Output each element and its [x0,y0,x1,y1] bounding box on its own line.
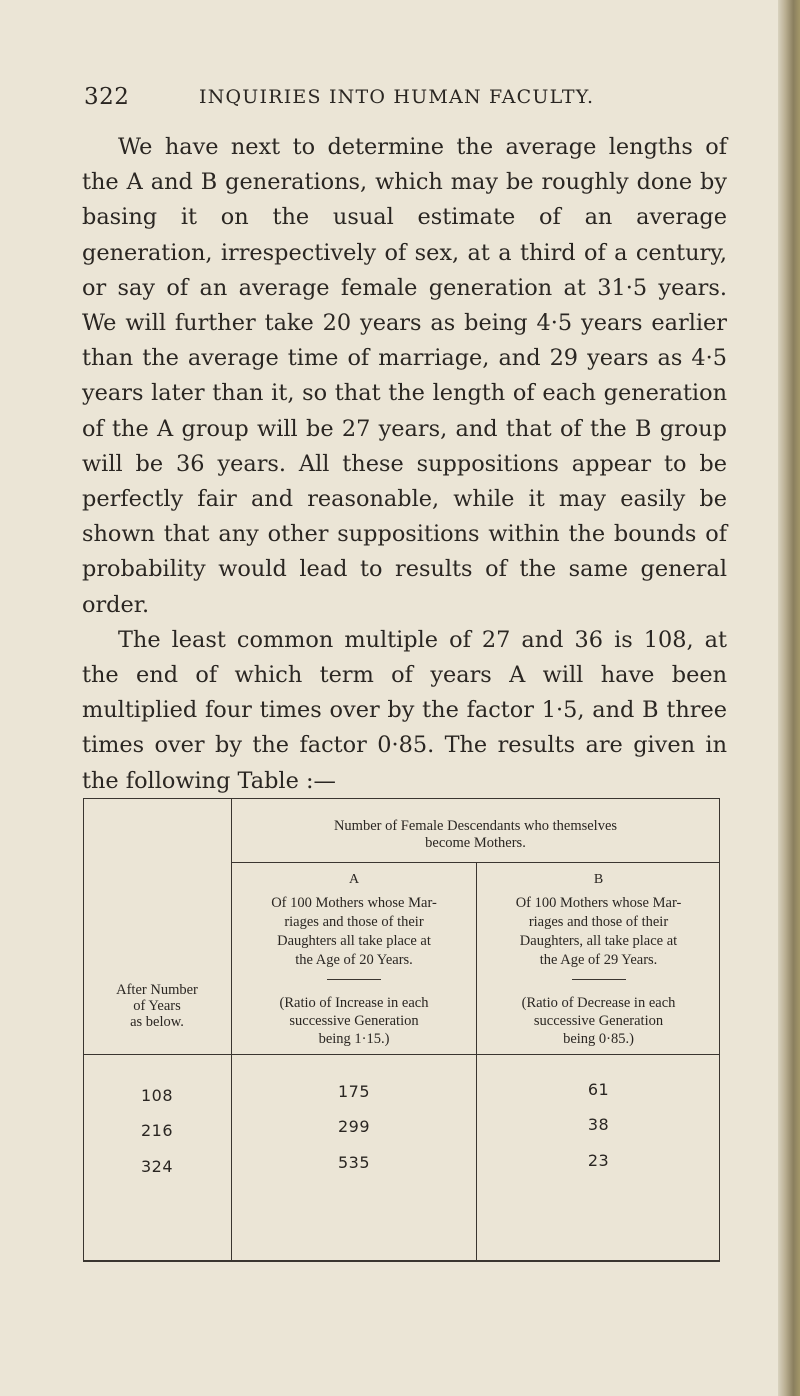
table-cell-years: 216 [140,1121,174,1140]
column-b-description-line: riages and those of their [528,914,669,930]
table-cell-b: 23 [587,1151,610,1170]
row-header [83,982,231,1030]
column-b-ratio-line: being 0·85.) [563,1031,634,1047]
column-a-description-line: Of 100 Mothers whose Mar- [271,895,437,911]
table-cell-b: 61 [587,1080,610,1099]
results-table [83,798,720,1262]
column-b-header [477,872,720,1048]
column-b-ratio [477,994,720,1048]
body-text [82,130,727,799]
spanning-header-line-2: become Mothers. [425,835,526,851]
table-cell-b: 38 [587,1115,610,1134]
column-a-ratio-line: being 1·15.) [318,1031,390,1047]
table-cell-years: 324 [140,1157,174,1176]
paragraph-2: The least common multiple of 27 and 36 is 108, at the end of which term of years A will have been multiplied four times over by the factor 1·5, and B three times over by the factor 0·85. The results are given in the following Table :— [82,626,727,794]
spanning-header-line-1: Number of Female Descendants who themselves [333,818,618,834]
column-b-description-line: Daughters, all take place at [519,933,678,949]
column-b-description [477,894,720,970]
column-b-ratio-line: successive Generation [533,1013,664,1029]
table-bottom-rule [83,1260,720,1262]
table-cell-years: 108 [140,1086,174,1105]
column-a-short-rule [327,979,381,980]
row-header-line-3: as below. [130,1014,184,1030]
table-cell-a: 535 [337,1153,371,1172]
book-spine-edge [778,0,800,1396]
page-number: 322 [84,84,130,110]
subheader-rule [231,862,720,863]
column-b-ratio-line: (Ratio of Decrease in each [521,995,676,1011]
column-b-description-line: the Age of 29 Years. [539,952,658,968]
table-left-rule [83,798,84,1262]
table-cell-a: 175 [337,1082,371,1101]
column-a-description-line: Daughters all take place at [277,933,431,949]
column-a-letter: A [348,872,360,887]
column-a-description [232,894,476,970]
column-a-ratio-line: (Ratio of Increase in each [279,995,429,1011]
column-a-header [232,872,476,1048]
running-title: INQUIRIES INTO HUMAN FACULTY. [199,86,595,108]
table-cell-a: 299 [337,1117,371,1136]
header-bottom-rule [83,1054,720,1055]
column-a-description-line: the Age of 20 Years. [295,952,413,968]
row-header-line-1: After Number [116,982,198,998]
paragraph-1: We have next to determine the average lengths of the A and B generations, which may be roughly done by basing it on the usual estimate of an average generation, irrespectively of sex, at a third of a century, or say of an average female generation at 31·5 years. We will further take 20 years as being 4·5 years earlier than the average time of marriage, and 29 years as 4·5 years later than it, so that the length of each generation of the A group will be 27 years, and that of the B group will be 36 years. All these suppositions appear to be perfectly fair and reasonable, while it may easily be shown that any other suppositions within the bounds of probability would lead to results of the same general order. [82,134,727,618]
column-a-ratio-line: successive Generation [289,1013,419,1029]
column-b-letter: B [593,872,604,887]
spanning-header [231,818,720,852]
column-a-ratio [232,994,476,1048]
row-header-line-2: of Years [133,998,181,1014]
table-top-rule [83,798,720,799]
page-header [84,84,724,116]
column-b-description-line: Of 100 Mothers whose Mar- [515,895,682,911]
column-a-description-line: riages and those of their [284,914,424,930]
column-b-short-rule [572,979,626,980]
